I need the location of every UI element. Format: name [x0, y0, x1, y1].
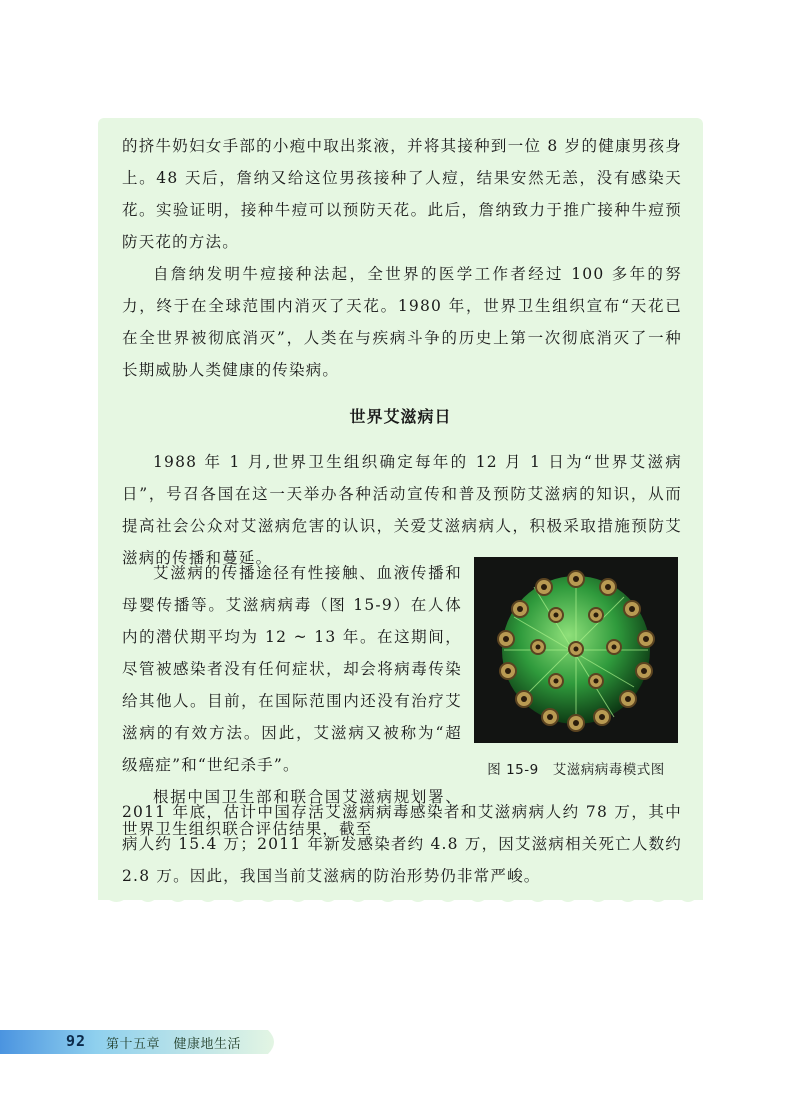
page-number: 92 [66, 1032, 87, 1050]
figure-caption: 图 15-9 艾滋病病毒模式图 [487, 762, 665, 778]
paragraph-text: 2011 年底，估计中国存活艾滋病病毒感染者和艾滋病病人约 78 万，其中病人约 15.4 万；2011 年新发感染者约 4.8 万，因艾滋病相关死亡人数约 2.8 万。因此，我国当前艾滋病的防治形势仍非常严峻。 [122, 803, 682, 885]
paragraph-jenner-experiment [122, 130, 682, 386]
chapter-title: 第十五章 健康地生活 [106, 1037, 242, 1052]
section-title-world-aids-day: 世界艾滋病日 [349, 407, 452, 426]
hiv-virus-model-image [474, 557, 678, 743]
paragraph-text: 1988 年 1 月,世界卫生组织确定每年的 12 月 1 日为“世界艾滋病日”，号召各国在这一天举办各种活动宣传和普及预防艾滋病的知识，从而提高社会公众对艾滋病危害的认识，关爱艾滋病病人，积极采取措施预防艾滋病的传播和蔓延。 [122, 453, 682, 567]
paragraph-text: 艾滋病的传播途径有性接触、血液传播和母婴传播等。艾滋病病毒（图 15-9）在人体内的潜伏期平均为 12 ~ 13 年。在这期间，尽管被感染者没有任何症状，却会将病毒传染给其他人。目前，在国际范围内还没有治疗艾滋病的有效方法。因此，艾滋病又被称为“超级癌症”和“世纪杀手”。 [122, 564, 462, 774]
paragraph-aids-statistics [122, 796, 682, 892]
paragraph-text: 根据中国卫生部和联合国艾滋病规划署、世界卫生组织联合评估结果，截至 [122, 788, 462, 838]
paragraph-smallpox-eradication: 自詹纳发明牛痘接种法起，全世界的医学工作者经过 100 多年的努力，终于在全球范围内消灭了天花。1980 年，世界卫生组织宣布“天花已在全世界被彻底消灭”，人类在与疾病斗争的历史上第一次彻底消灭了一种长期威胁人类健康的传染病。 [122, 265, 682, 379]
paragraph-aids-day [122, 446, 682, 574]
paragraph-text: 的挤牛奶妇女手部的小疱中取出浆液，并将其接种到一位 8 岁的健康男孩身上。48 天后，詹纳又给这位男孩接种了人痘，结果安然无恙，没有感染天花。实验证明，接种牛痘可以预防天花。此后，詹纳致力于推广接种牛痘预防天花的方法。 [122, 137, 682, 251]
